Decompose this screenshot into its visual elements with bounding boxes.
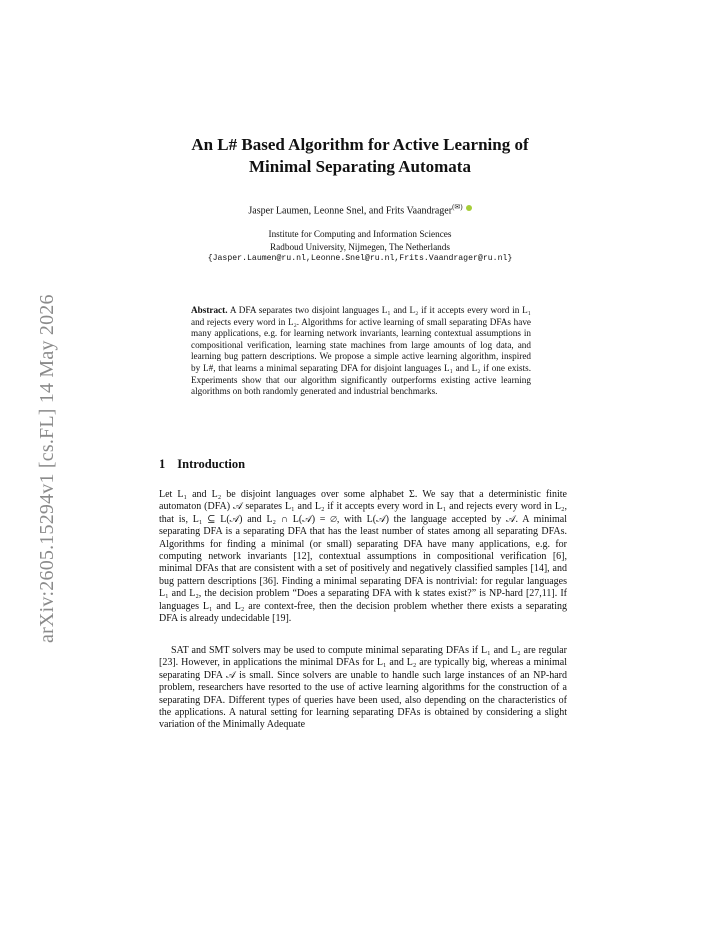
title-line-2: Minimal Separating Automata [249,157,471,176]
abstract [191,305,531,398]
title-line-1: An L# Based Algorithm for Active Learning of [191,135,529,154]
author-names: Jasper Laumen, Leonne Snel, and Frits Vaandrager [248,205,453,217]
section-heading [159,457,245,472]
orcid-icon[interactable] [466,205,472,211]
body-paragraph-2: SAT and SMT solvers may be used to compute minimal separating DFAs if L₁ and L₂ are regular [23]. However, in applications the minimal DFAs for L₁ and L₂ are typically big, whereas a minimal separating DFA 𝒜 is small. Since solvers are unable to handle such large instances of an NP-hard problem, researchers have resorted to the use of active learning algorithms for the construction of a separating DFA. Different types of queries have been used, also depending on the characteristics of the applications. A natural setting for learning separating DFAs is obtained by considering a slight variation of the Minimally Adequate [159,645,567,731]
arxiv-identifier-text: arXiv:2605.15294v1 [cs.FL] 14 May 2026 [36,294,58,643]
abstract-text: A DFA separates two disjoint languages L₁ and L₂ if it accepts every word in L₁ and rejects every word in L₂. Algorithms for active learning of small separating DFAs have many applications, e.g. for learning network invariants, learning contextual assumptions in compositional verification, learning state machines from large amounts of log data, and learning bug pattern descriptions. We propose a simple active learning algorithm, inspired by L#, that learns a minimal separating DFA for disjoint languages L₁ and L₂ if one exists. Experiments show that our algorithm significantly outperforms existing active learning algorithms on both randomly generated and industrial benchmarks. [191,305,531,397]
affiliation-block [120,228,600,266]
author-list [120,203,600,216]
affiliation-line-2: Radboud University, Nijmegen, The Netherlands [270,241,450,252]
corresponding-author-mark: (✉) [452,203,463,211]
section-number: 1 [159,457,166,471]
author-emails: {Jasper.Laumen@ru.nl,Leonne.Snel@ru.nl,Frits.Vaandrager@ru.nl} [207,254,513,263]
abstract-label: Abstract. [191,305,228,315]
body-paragraph-1: Let L₁ and L₂ be disjoint languages over some alphabet Σ. We say that a deterministic finite automaton (DFA) 𝒜 separates L₁ and L₂ if it accepts every word in L₁ and rejects every word in L₂, that is, L₁ ⊆ L(𝒜) and L₂ ∩ L(𝒜) = ∅, with L(𝒜) the language accepted by 𝒜. A minimal separating DFA is a separating DFA that has the least number of states among all separating DFAs. Algorithms for finding a minimal (or small) separating DFA have many applications, e.g. for computing network invariants [12], contextual assumptions in compositional verification [6], minimal DFAs that are consistent with a set of positively and negatively classified samples [14], and bug pattern descriptions [36]. Finding a minimal separating DFA is nontrivial: for regular languages L₁ and L₂, the decision problem “Does a separating DFA with k states exist?” is NP-hard [27,11]. If languages L₁ and L₂ are context-free, then the decision problem whether there exists a separating DFA is already undecidable [19]. [159,489,567,625]
section-title: Introduction [177,457,246,471]
affiliation-line-1: Institute for Computing and Information Sciences [268,229,452,239]
paper-title [120,134,600,178]
